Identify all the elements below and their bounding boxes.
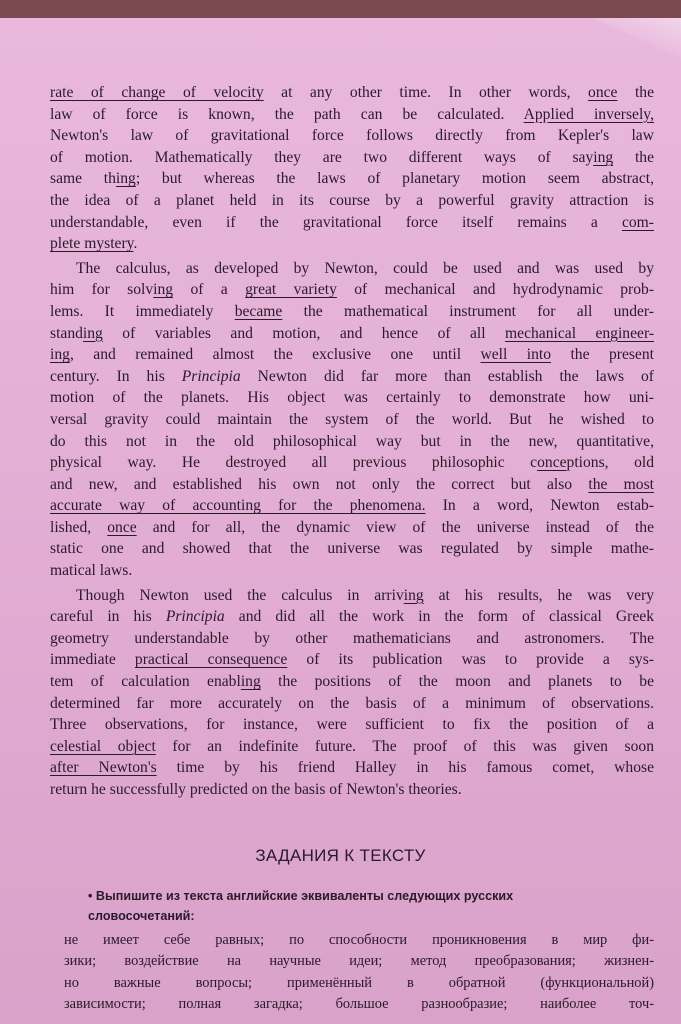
underlined-phrase: rate of change of velocity: [50, 84, 264, 101]
underlined-phrase: ing: [593, 148, 614, 166]
italic-title: Principia: [165, 608, 225, 626]
underlined-phrase: the most: [588, 475, 654, 493]
text-line: geometry understandable by other mathematicians and astronomers. The: [50, 629, 654, 647]
underlined-phrase: plete mystery: [50, 235, 134, 253]
text-line: static one and showed that the universe was regulated by simple mathe-: [50, 540, 654, 558]
underlined-phrase: once: [537, 454, 567, 472]
text-line: lished, once and for all, the dynamic view of the universe instead of the: [50, 518, 654, 536]
text-line: rate of change of velocity at any other time. In other words, once the: [50, 84, 655, 101]
text-line: ing, and remained almost the exclusive one until well into the present: [50, 346, 654, 364]
underlined-phrase: mechanical engineer-: [505, 324, 655, 342]
text-line: не имеет себе равных; по способности проникновения в мир фи-: [64, 932, 654, 948]
text-line: physical way. He destroyed all previous philosophic conceptions, old: [50, 454, 654, 472]
underlined-phrase: once: [107, 518, 137, 536]
italic-title: Principia: [181, 367, 241, 385]
text-line: versal gravity could maintain the system of the world. But he wished to: [50, 410, 654, 428]
text-line: motion of the planets. His object was certainly to demonstrate how uni-: [50, 389, 654, 407]
underlined-phrase: accurate way of accounting for the phenomena.: [50, 497, 426, 515]
underlined-phrase: practical consequence: [134, 651, 288, 669]
russian-phrase-list: [64, 930, 654, 1016]
text-line: determined far more accurately on the basis of a minimum of observations.: [50, 694, 654, 712]
underlined-phrase: celestial object: [50, 737, 156, 755]
text-line: understandable, even if the gravitational force itself remains a com-: [50, 213, 654, 231]
text-line: do this not in the old philosophical way but in the new, quantitative,: [50, 432, 654, 450]
text-line: словосочетаний:: [88, 909, 195, 923]
underlined-phrase: ing: [403, 586, 424, 604]
underlined-phrase: ing: [153, 281, 174, 299]
text-line: lems. It immediately became the mathematical instrument for all under-: [50, 302, 654, 320]
text-line: of motion. Mathematically they are two different ways of saying the: [50, 148, 654, 166]
text-line: зависимости; полная загадка; большое разнообразие; наиболее точ-: [64, 996, 654, 1013]
underlined-phrase: ing: [50, 346, 70, 364]
document-page: [0, 18, 681, 1024]
underlined-phrase: Applied inversely,: [523, 105, 654, 123]
text-line: immediate practical consequence of its publication was to provide a sys-: [50, 651, 654, 669]
text-line: century. In his Principia Newton did far more than establish the laws of: [50, 367, 654, 385]
english-text-body: [50, 82, 654, 801]
text-line: him for solving of a great variety of mechanical and hydrodynamic prob-: [50, 281, 655, 299]
text-line: law of force is known, the path can be calculated. Applied inversely,: [50, 105, 654, 123]
text-line: tem of calculation enabling the positions of the moon and planets to be: [50, 673, 654, 691]
text-line: accurate way of accounting for the phenomena. In a word, Newton estab-: [50, 497, 654, 515]
underlined-phrase: ing: [115, 170, 136, 188]
text-line: matical laws.: [50, 562, 133, 580]
underlined-phrase: well into: [480, 346, 552, 364]
text-line: the idea of a planet held in its course by a powerful gravity attraction is: [50, 191, 654, 209]
text-line: Though Newton used the calculus in arriving at his results, he was very: [76, 586, 654, 604]
text-line: standing of variables and motion, and hence of all mechanical engineer-: [50, 324, 655, 342]
text-line: celestial object for an indefinite future. The proof of this was given soon: [50, 737, 654, 755]
paragraph-3: [50, 585, 654, 801]
text-line: return he successfully predicted on the basis of Newton's theories.: [50, 781, 462, 798]
text-line: Newton's law of gravitational force follows directly from Kepler's law: [50, 127, 654, 145]
text-line: careful in his Principia and did all the work in the form of classical Greek: [50, 608, 654, 626]
text-line: after Newton's time by his friend Halley in his famous comet, whose: [50, 759, 654, 777]
text-line: and new, and established his own not only the correct but also the most: [50, 475, 654, 493]
underlined-phrase: once: [588, 84, 618, 101]
text-line: plete mystery.: [50, 235, 138, 253]
underlined-phrase: became: [234, 302, 283, 320]
task-instruction: [88, 886, 656, 926]
underlined-phrase: great variety: [245, 281, 337, 299]
section-heading: ЗАДАНИЯ К ТЕКСТУ: [255, 846, 426, 865]
underlined-phrase: after Newton's: [50, 759, 157, 777]
underlined-phrase: ing: [82, 324, 103, 342]
text-line: зики; воздействие на научные идеи; метод преобразования; жизнен-: [64, 953, 654, 970]
underlined-phrase: ing: [240, 673, 261, 691]
text-line: same thing; but whereas the laws of planetary motion seem abstract,: [50, 170, 654, 188]
text-line: Three observations, for instance, were sufficient to fix the position of a: [50, 716, 654, 734]
paragraph-2: [50, 258, 654, 582]
underlined-phrase: com-: [621, 213, 654, 231]
text-line: • Выпишите из текста английские эквиваленты следующих русских: [88, 889, 514, 903]
text-line: но важные вопросы; применённый в обратной (функциональной): [64, 974, 654, 991]
paragraph-1: [50, 82, 654, 255]
page-corner-fold: [591, 18, 681, 58]
text-line: The calculus, as developed by Newton, could be used and was used by: [76, 259, 654, 277]
